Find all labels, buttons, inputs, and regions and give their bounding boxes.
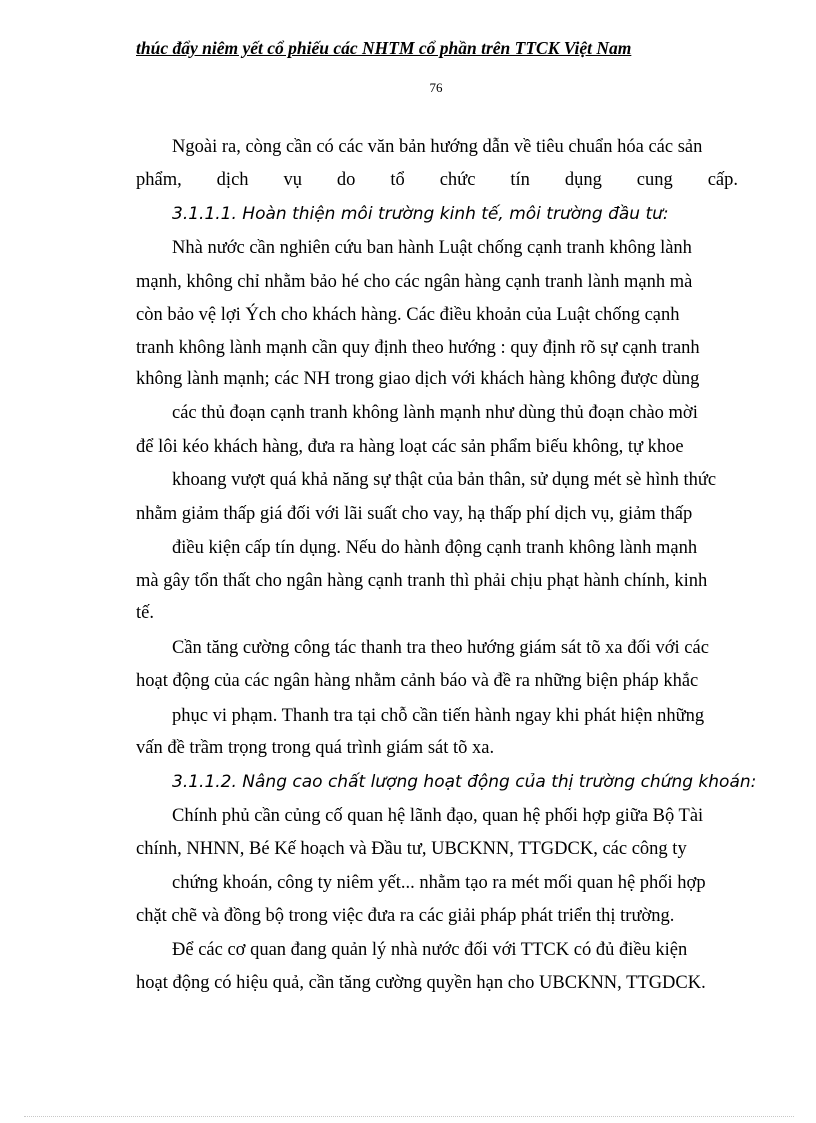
body-text-line: phục vi phạm. Thanh tra tại chỗ cần tiến hành ngay khi phát hiện những [172, 706, 705, 726]
page-number: 76 [429, 80, 443, 95]
body-text-line: tranh không lành mạnh cần quy định theo hướng : quy định rõ sự cạnh tranh [136, 338, 700, 358]
section-heading-3-1-1-1: 3.1.1.1. Hoàn thiện môi trường kinh tế, môi trường đầu tư: [172, 204, 669, 224]
document-header-title: thúc đẩy niêm yết cổ phiếu các NHTM cổ phần trên TTCK Việt Nam [136, 38, 632, 58]
body-text-line: tế. [136, 603, 154, 623]
body-text-line: chứng khoán, công ty niêm yết... nhằm tạo ra mét mối quan hệ phối hợp [172, 873, 706, 893]
body-text-line: còn bảo vệ lợi Ých cho khách hàng. Các điều khoản của Luật chống cạnh [136, 305, 680, 325]
body-text-line: Để các cơ quan đang quản lý nhà nước đối với TTCK có đủ điều kiện [172, 940, 688, 960]
body-text-line: mạnh, không chỉ nhằm bảo hé cho các ngân hàng cạnh tranh lành mạnh mà [136, 272, 693, 292]
body-text-line: hoạt động của các ngân hàng nhằm cảnh báo và đề ra những biện pháp khắc [136, 671, 699, 691]
body-text-line: vấn đề trầm trọng trong quá trình giám sát tõ xa. [136, 738, 495, 758]
body-text-line: Chính phủ cần củng cố quan hệ lãnh đạo, quan hệ phối hợp giữa Bộ Tài [172, 806, 704, 826]
body-text-line: mà gây tổn thất cho ngân hàng cạnh tranh thì phải chịu phạt hành chính, kinh [136, 571, 708, 591]
body-text-line: chặt chẽ và đồng bộ trong việc đưa ra các giải pháp phát triển thị trường. [136, 906, 675, 926]
body-text-line: Cần tăng cường công tác thanh tra theo hướng giám sát tõ xa đối với các [172, 638, 709, 658]
section-heading-3-1-1-2: 3.1.1.2. Nâng cao chất lượng hoạt động của thị trường chứng khoán: [172, 772, 757, 792]
body-text-line: khoang vượt quá khả năng sự thật của bản thân, sử dụng mét sè hình thức [172, 470, 717, 490]
page-bottom-divider [24, 1116, 794, 1117]
body-text-line: hoạt động có hiệu quả, cần tăng cường quyền hạn cho UBCKNN, TTGDCK. [136, 973, 706, 993]
body-text-line: nhằm giảm thấp giá đối với lãi suất cho vay, hạ thấp phí dịch vụ, giảm thấp [136, 504, 693, 524]
body-text-line: Ngoài ra, còng cần có các văn bản hướng dẫn về tiêu chuẩn hóa các sản [172, 137, 703, 157]
body-text-line: Nhà nước cần nghiên cứu ban hành Luật chống cạnh tranh không lành [172, 238, 692, 258]
body-text-line: để lôi kéo khách hàng, đưa ra hàng loạt các sản phẩm biếu không, tự khoe [136, 437, 684, 457]
body-text-line: chính, NHNN, Bé Kế hoạch và Đầu tư, UBCKNN, TTGDCK, các công ty [136, 839, 687, 859]
body-text-line: các thủ đoạn cạnh tranh không lành mạnh như dùng thủ đoạn chào mời [172, 403, 698, 423]
body-text-line: phẩm, dịch vụ do tổ chức tín dụng cung cấp. [136, 170, 738, 190]
body-text-line: điều kiện cấp tín dụng. Nếu do hành động cạnh tranh không lành mạnh [172, 538, 698, 558]
body-text-line: không lành mạnh; các NH trong giao dịch với khách hàng không được dùng [136, 369, 700, 389]
